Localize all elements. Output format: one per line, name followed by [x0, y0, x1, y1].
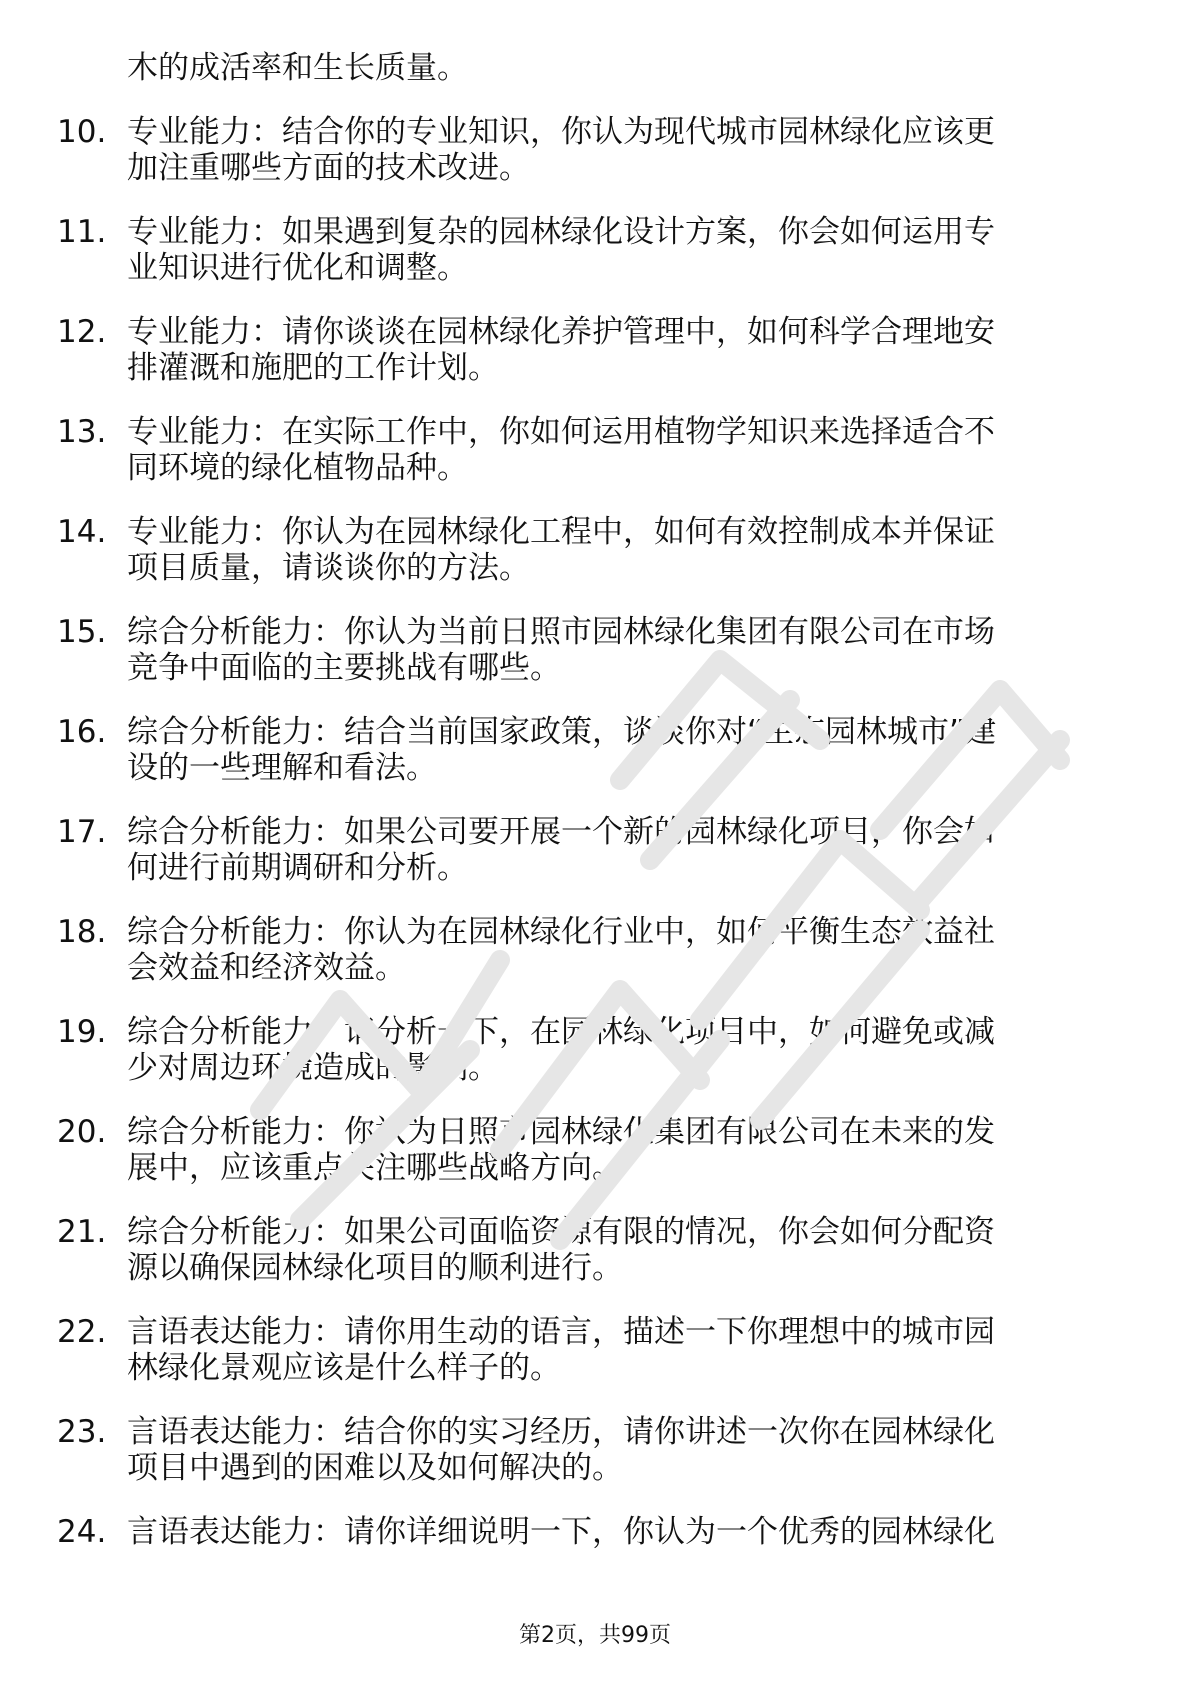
question-line: 言语表达能力：结合你的实习经历，请你讲述一次你在园林绿化: [127, 1414, 995, 1450]
list-item: [0, 1014, 1190, 1114]
question-line: 综合分析能力：你认为在园林绿化行业中，如何平衡生态效益社: [127, 914, 995, 950]
question-text: [127, 1314, 1117, 1386]
question-line: 专业能力：如果遇到复杂的园林绿化设计方案，你会如何运用专: [127, 214, 995, 250]
question-number: 11.: [57, 214, 107, 250]
list-item: [0, 714, 1190, 814]
question-line: 专业能力：在实际工作中，你如何运用植物学知识来选择适合不: [127, 414, 995, 450]
question-text: [127, 814, 1117, 886]
question-line: 排灌溉和施肥的工作计划。: [127, 350, 499, 386]
question-number: 22.: [57, 1314, 107, 1350]
question-line: 言语表达能力：请你详细说明一下，你认为一个优秀的园林绿化: [127, 1514, 995, 1550]
question-text: [127, 1014, 1117, 1086]
question-number: 10.: [57, 114, 107, 150]
question-line: 加注重哪些方面的技术改进。: [127, 150, 530, 186]
question-number: 23.: [57, 1414, 107, 1450]
question-text: [127, 314, 1117, 386]
question-text: [127, 114, 1117, 186]
question-text: [127, 1214, 1117, 1286]
question-text: [127, 714, 1117, 786]
list-item: [0, 914, 1190, 1014]
question-line: 竞争中面临的主要挑战有哪些。: [127, 650, 561, 686]
list-item: [0, 314, 1190, 414]
list-item: [0, 814, 1190, 914]
question-line: 源以确保园林绿化项目的顺利进行。: [127, 1250, 623, 1286]
question-line: 少对周边环境造成的影响。: [127, 1050, 499, 1086]
question-number: 19.: [57, 1014, 107, 1050]
question-line: 专业能力：请你谈谈在园林绿化养护管理中，如何科学合理地安: [127, 314, 995, 350]
question-line: 专业能力：你认为在园林绿化工程中，如何有效控制成本并保证: [127, 514, 995, 550]
question-number: 17.: [57, 814, 107, 850]
question-line: 业知识进行优化和调整。: [127, 250, 468, 286]
question-number: 12.: [57, 314, 107, 350]
question-list: [0, 114, 1190, 1614]
page-footer: 第2页，共99页: [519, 1623, 671, 1648]
question-line: 会效益和经济效益。: [127, 950, 406, 986]
list-item: [0, 614, 1190, 714]
question-line: 同环境的绿化植物品种。: [127, 450, 468, 486]
question-text: [127, 214, 1117, 286]
question-line: 综合分析能力：结合当前国家政策，谈谈你对“生态园林城市”建: [127, 714, 997, 750]
list-item: [0, 1414, 1190, 1514]
question-line: 言语表达能力：请你用生动的语言，描述一下你理想中的城市园: [127, 1314, 995, 1350]
question-number: 20.: [57, 1114, 107, 1150]
list-item: [0, 1514, 1190, 1614]
question-text: [127, 514, 1117, 586]
question-line: 设的一些理解和看法。: [127, 750, 437, 786]
question-line: 何进行前期调研和分析。: [127, 850, 468, 886]
question-line: 综合分析能力：请分析一下，在园林绿化项目中，如何避免或减: [127, 1014, 995, 1050]
question-line: 综合分析能力：你认为日照市园林绿化集团有限公司在未来的发: [127, 1114, 995, 1150]
question-text: [127, 614, 1117, 686]
question-text: [127, 414, 1117, 486]
question-number: 14.: [57, 514, 107, 550]
question-number: 15.: [57, 614, 107, 650]
list-item: [0, 514, 1190, 614]
question-number: 21.: [57, 1214, 107, 1250]
list-item: [0, 1214, 1190, 1314]
continuation-text: 木的成活率和生长质量。: [127, 50, 468, 86]
question-number: 18.: [57, 914, 107, 950]
question-line: 专业能力：结合你的专业知识，你认为现代城市园林绿化应该更: [127, 114, 995, 150]
question-number: 13.: [57, 414, 107, 450]
question-line: 项目质量，请谈谈你的方法。: [127, 550, 530, 586]
question-line: 项目中遇到的困难以及如何解决的。: [127, 1450, 623, 1486]
question-text: [127, 1414, 1117, 1486]
question-text: [127, 1514, 1117, 1550]
question-line: 展中，应该重点关注哪些战略方向。: [127, 1150, 623, 1186]
question-line: 林绿化景观应该是什么样子的。: [127, 1350, 561, 1386]
question-line: 综合分析能力：你认为当前日照市园林绿化集团有限公司在市场: [127, 614, 995, 650]
list-item: [0, 1314, 1190, 1414]
list-item: [0, 114, 1190, 214]
question-number: 24.: [57, 1514, 107, 1550]
list-item: [0, 214, 1190, 314]
question-text: [127, 1114, 1117, 1186]
list-item: [0, 1114, 1190, 1214]
question-line: 综合分析能力：如果公司要开展一个新的园林绿化项目，你会如: [127, 814, 995, 850]
list-item: [0, 414, 1190, 514]
question-number: 16.: [57, 714, 107, 750]
question-text: [127, 914, 1117, 986]
question-line: 综合分析能力：如果公司面临资源有限的情况，你会如何分配资: [127, 1214, 995, 1250]
